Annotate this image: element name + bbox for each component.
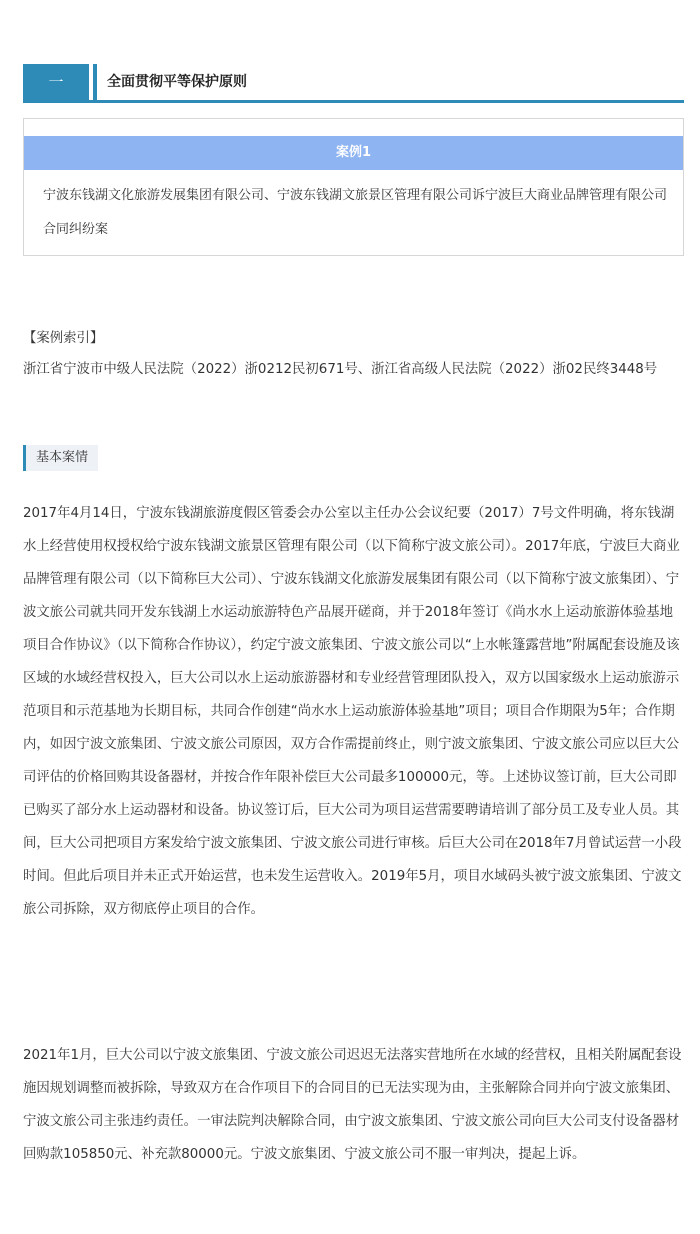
section-underline — [23, 100, 684, 103]
section-title: 全面贯彻平等保护原则 — [107, 74, 247, 90]
basic-facts-paragraph: 2021年1月，巨大公司以宁波文旅集团、宁波文旅公司迟迟无法落实营地所在水域的经营权，且相关附属配套设施因规划调整而被拆除，导致双方在合作项目下的合同目的已无法实现为由，主张解除合同并向宁波文旅集团、宁波文旅公司主张违约责任。一审法院判决解除合同，由宁波文旅集团、宁波文旅公司向巨大公司支付设备器材回购款105850元、补充款80000元。宁波文旅集团、宁波文旅公司不服一审判决，提起上诉。 — [23, 1048, 682, 1162]
basic-facts-paragraph: 2017年4月14日，宁波东钱湖旅游度假区管委会办公室以主任办公会议纪要（2017）7号文件明确，将东钱湖水上经营使用权授权给宁波东钱湖文旅景区管理有限公司（以下简称宁波文旅公司）。2017年底，宁波巨大商业品牌管理有限公司（以下简称巨大公司）、宁波东钱湖文化旅游发展集团有限公司（以下简称宁波文旅集团）、宁波文旅公司就共同开发东钱湖上水运动旅游特色产品展开磋商，并于2018年签订《尚水水上运动旅游体验基地项目合作协议》（以下简称合作协议），约定宁波文旅集团、宁波文旅公司以“上水帐篷露营地”附属配套设施及该区域的水域经营权投入，巨大公司以水上运动旅游器材和专业经营管理团队投入，双方以国家级水上运动旅游示范项目和示范基地为长期目标，共同合作创建“尚水水上运动旅游体验基地”项目；项目合作期限为5年；合作期内，如因宁波文旅集团、宁波文旅公司原因，双方合作需提前终止，则宁波文旅集团、宁波文旅公司应以巨大公司评估的价格回购其设备器材，并按合作年限补偿巨大公司最多100000元，等。上述协议签订前，巨大公司即已购买了部分水上运动器材和设备。协议签订后，巨大公司为项目运营需要聘请培训了部分员工及专业人员。其间，巨大公司把项目方案发给宁波文旅集团、宁波文旅公司进行审核。后巨大公司在2018年7月曾试运营一小段时间。但此后项目并未正式开始运营，也未发生运营收入。2019年5月，项目水域码头被宁波文旅集团、宁波文旅公司拆除，双方彻底停止项目的合作。 — [23, 506, 682, 917]
case-index-text: 浙江省宁波市中级人民法院（2022）浙0212民初671号、浙江省高级人民法院（2022）浙02民终3448号 — [23, 362, 658, 377]
basic-facts-heading: 基本案情 — [23, 445, 98, 471]
section-header — [23, 64, 684, 102]
section-number: 一 — [23, 64, 89, 100]
section-divider-bar — [93, 64, 97, 100]
case-title: 宁波东钱湖文化旅游发展集团有限公司、宁波东钱湖文旅景区管理有限公司诉宁波巨大商业品牌管理有限公司合同纠纷案 — [43, 188, 668, 237]
case-label-banner: 案例1 — [24, 136, 683, 170]
case-card — [23, 118, 684, 256]
case-index-label: 【案例索引】 — [23, 331, 104, 346]
